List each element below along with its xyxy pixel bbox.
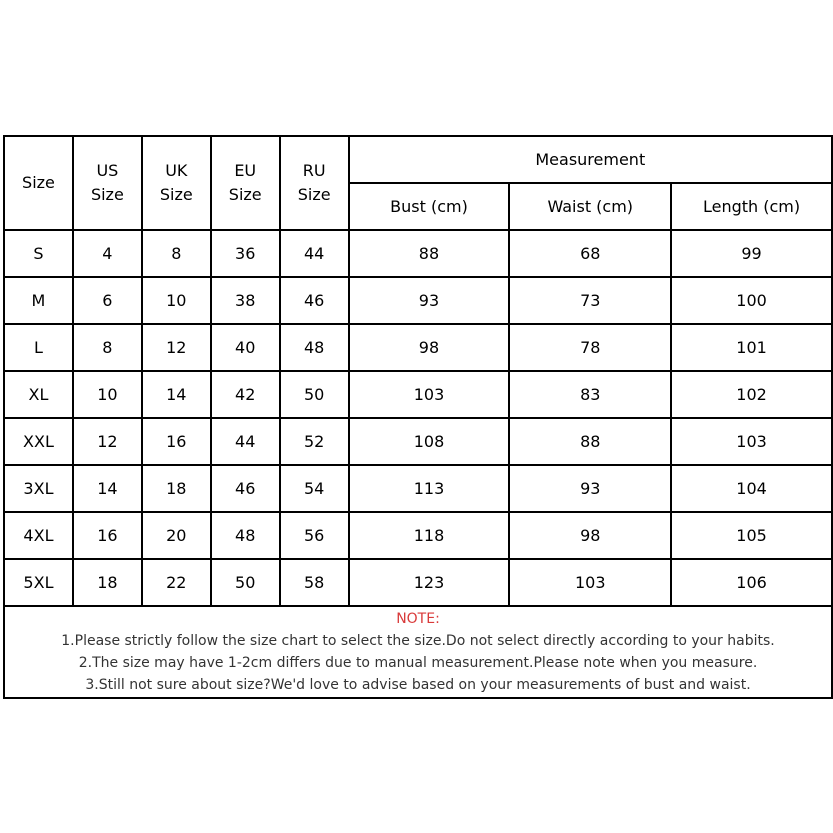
cell-ru: 44 [280, 230, 349, 277]
cell-bust: 88 [349, 230, 510, 277]
table-row [4, 371, 832, 418]
cell-eu: 46 [211, 465, 280, 512]
table-row [4, 512, 832, 559]
cell-ru: 50 [280, 371, 349, 418]
header-length: Length (cm) [671, 183, 832, 230]
cell-us: 16 [73, 512, 142, 559]
table-row [4, 324, 832, 371]
cell-size: 5XL [4, 559, 73, 606]
cell-size: XL [4, 371, 73, 418]
cell-length: 104 [671, 465, 832, 512]
header-us-sub: Size [90, 185, 124, 204]
header-ru-sub: Size [297, 185, 331, 204]
cell-size: 4XL [4, 512, 73, 559]
note-title: NOTE: [396, 611, 440, 627]
cell-size: 3XL [4, 465, 73, 512]
cell-bust: 123 [349, 559, 510, 606]
cell-waist: 98 [509, 512, 671, 559]
cell-uk: 14 [142, 371, 211, 418]
cell-length: 106 [671, 559, 832, 606]
cell-length: 99 [671, 230, 832, 277]
header-measurement: Measurement [349, 136, 832, 183]
cell-eu: 36 [211, 230, 280, 277]
header-ru-label: RU [302, 161, 326, 180]
size-chart-table [3, 135, 833, 699]
table-row [4, 465, 832, 512]
cell-size: S [4, 230, 73, 277]
header-us-size [73, 136, 142, 230]
header-uk-sub: Size [159, 185, 193, 204]
table-row [4, 559, 832, 606]
header-size [4, 136, 73, 230]
note-line-1: 1.Please strictly follow the size chart to select the size.Do not select directly according to your habits. [61, 633, 775, 649]
cell-waist: 68 [509, 230, 671, 277]
header-uk-label: UK [165, 161, 188, 180]
cell-uk: 12 [142, 324, 211, 371]
cell-uk: 10 [142, 277, 211, 324]
cell-us: 14 [73, 465, 142, 512]
cell-us: 10 [73, 371, 142, 418]
table-row [4, 418, 832, 465]
table-row [4, 230, 832, 277]
header-size-label: Size [22, 173, 55, 192]
cell-bust: 93 [349, 277, 510, 324]
table-row [4, 277, 832, 324]
cell-eu: 40 [211, 324, 280, 371]
header-eu-label: EU [234, 161, 257, 180]
header-bust: Bust (cm) [349, 183, 510, 230]
cell-us: 12 [73, 418, 142, 465]
cell-bust: 103 [349, 371, 510, 418]
cell-length: 103 [671, 418, 832, 465]
header-eu-sub: Size [228, 185, 262, 204]
cell-us: 18 [73, 559, 142, 606]
header-row-top [4, 136, 832, 183]
header-waist: Waist (cm) [509, 183, 671, 230]
cell-waist: 103 [509, 559, 671, 606]
cell-waist: 83 [509, 371, 671, 418]
cell-uk: 18 [142, 465, 211, 512]
header-eu-size [211, 136, 280, 230]
note-block [5, 607, 831, 697]
cell-ru: 46 [280, 277, 349, 324]
cell-uk: 8 [142, 230, 211, 277]
cell-uk: 20 [142, 512, 211, 559]
cell-uk: 22 [142, 559, 211, 606]
note-line-3: 3.Still not sure about size?We'd love to advise based on your measurements of bust and waist. [85, 677, 751, 693]
cell-eu: 44 [211, 418, 280, 465]
cell-us: 8 [73, 324, 142, 371]
cell-ru: 48 [280, 324, 349, 371]
cell-bust: 113 [349, 465, 510, 512]
cell-length: 105 [671, 512, 832, 559]
cell-size: L [4, 324, 73, 371]
cell-waist: 78 [509, 324, 671, 371]
header-us-label: US [96, 161, 119, 180]
note-line-2: 2.The size may have 1-2cm differs due to manual measurement.Please note when you measure. [78, 655, 758, 671]
header-uk-size [142, 136, 211, 230]
cell-bust: 98 [349, 324, 510, 371]
cell-ru: 52 [280, 418, 349, 465]
cell-ru: 58 [280, 559, 349, 606]
header-ru-size [280, 136, 349, 230]
cell-eu: 38 [211, 277, 280, 324]
note-row [4, 606, 832, 698]
cell-eu: 42 [211, 371, 280, 418]
cell-ru: 56 [280, 512, 349, 559]
cell-eu: 48 [211, 512, 280, 559]
note-cell [4, 606, 832, 698]
cell-uk: 16 [142, 418, 211, 465]
cell-length: 100 [671, 277, 832, 324]
cell-length: 101 [671, 324, 832, 371]
cell-bust: 118 [349, 512, 510, 559]
cell-eu: 50 [211, 559, 280, 606]
cell-waist: 93 [509, 465, 671, 512]
cell-bust: 108 [349, 418, 510, 465]
cell-size: M [4, 277, 73, 324]
cell-length: 102 [671, 371, 832, 418]
cell-waist: 73 [509, 277, 671, 324]
cell-ru: 54 [280, 465, 349, 512]
cell-us: 6 [73, 277, 142, 324]
cell-size: XXL [4, 418, 73, 465]
cell-us: 4 [73, 230, 142, 277]
cell-waist: 88 [509, 418, 671, 465]
